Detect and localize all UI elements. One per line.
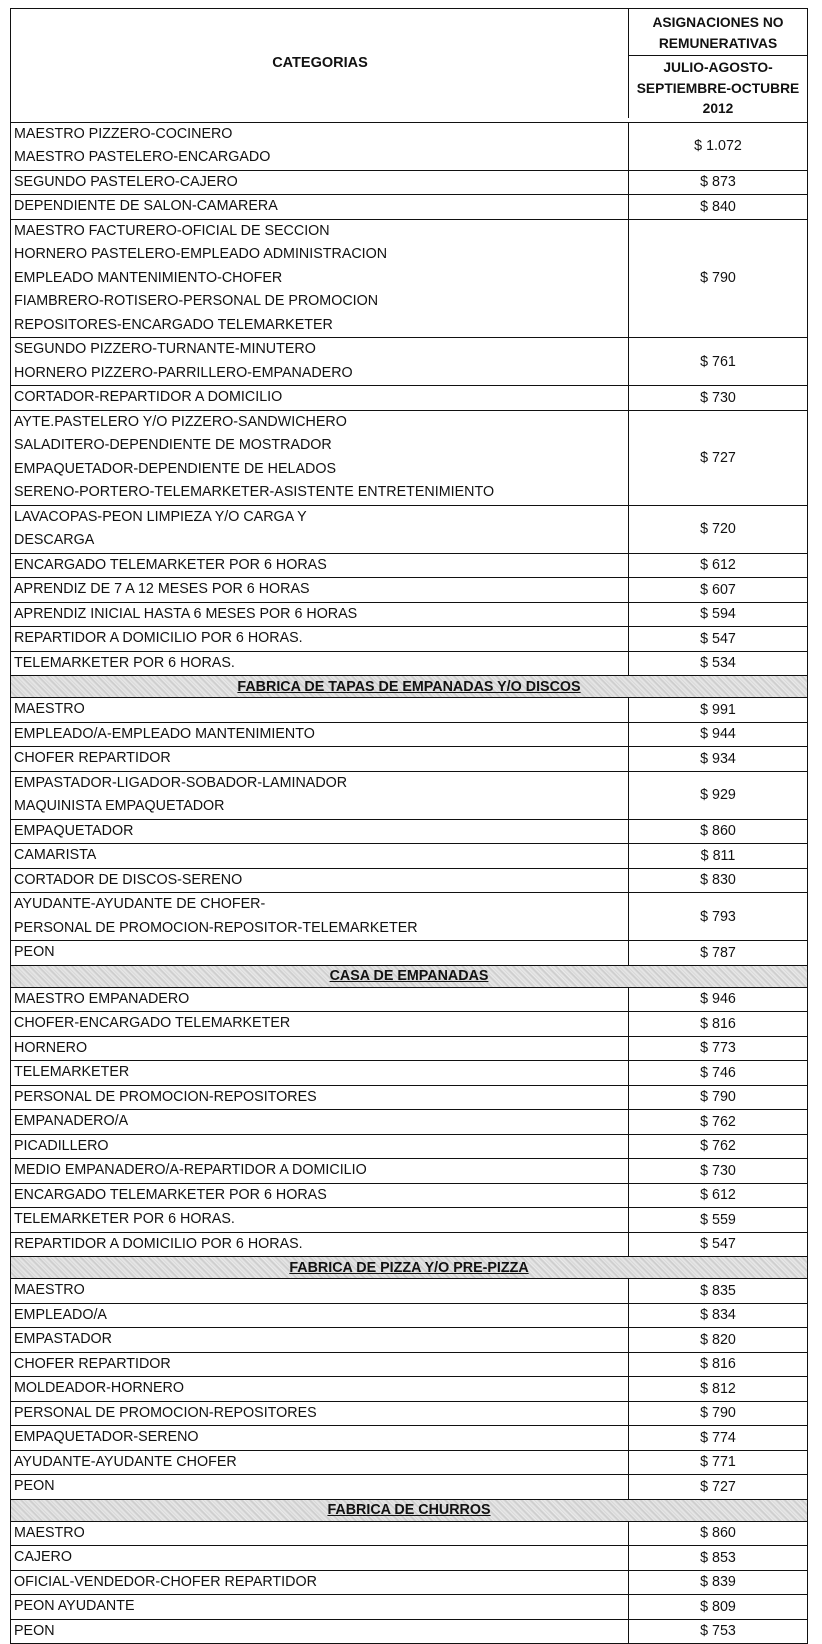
table-body [10, 123, 808, 1644]
table-row [10, 1475, 808, 1500]
category-cell [11, 698, 629, 722]
table-row [10, 1012, 808, 1037]
category-line: ENCARGADO TELEMARKETER POR 6 HORAS [14, 1184, 626, 1208]
category-line: MAQUINISTA EMPAQUETADOR [14, 795, 626, 819]
table-row [10, 1546, 808, 1571]
category-line: MAESTRO [14, 1279, 626, 1303]
category-cell [11, 1475, 629, 1499]
amount-cell: $ 730 [629, 1159, 807, 1183]
table-row [10, 220, 808, 339]
category-cell [11, 603, 629, 627]
amount-cell: $ 793 [629, 893, 807, 940]
table-row [10, 1377, 808, 1402]
category-line: AYTE.PASTELERO Y/O PIZZERO-SANDWICHERO [14, 411, 626, 435]
category-line: ENCARGADO TELEMARKETER POR 6 HORAS [14, 554, 626, 578]
category-line: PEON [14, 1620, 626, 1644]
section-title: CASA DE EMPANADAS [330, 968, 489, 984]
section-title: FABRICA DE PIZZA Y/O PRE-PIZZA [289, 1260, 528, 1276]
amount-header [629, 9, 807, 122]
category-cell [11, 893, 629, 940]
category-line: MOLDEADOR-HORNERO [14, 1377, 626, 1401]
table-row [10, 1353, 808, 1378]
amount-cell: $ 727 [629, 411, 807, 505]
category-cell [11, 1184, 629, 1208]
amount-cell: $ 929 [629, 772, 807, 819]
category-cell [11, 1402, 629, 1426]
category-line: MAESTRO PIZZERO-COCINERO [14, 123, 626, 147]
category-cell [11, 1620, 629, 1644]
amount-cell: $ 774 [629, 1426, 807, 1450]
table-row [10, 820, 808, 845]
table-row [10, 386, 808, 411]
amount-cell: $ 787 [629, 941, 807, 965]
category-line: CORTADOR DE DISCOS-SERENO [14, 869, 626, 893]
category-cell [11, 1208, 629, 1232]
amount-cell: $ 762 [629, 1135, 807, 1159]
category-cell [11, 1086, 629, 1110]
category-cell [11, 772, 629, 819]
section-header [10, 676, 808, 698]
category-line: MAESTRO [14, 698, 626, 722]
amount-cell: $ 853 [629, 1546, 807, 1570]
category-line: REPARTIDOR A DOMICILIO POR 6 HORAS. [14, 1233, 626, 1257]
category-cell [11, 1595, 629, 1619]
category-cell [11, 844, 629, 868]
table-row [10, 747, 808, 772]
category-cell [11, 1426, 629, 1450]
amount-cell: $ 834 [629, 1304, 807, 1328]
category-line: CHOFER-ENCARGADO TELEMARKETER [14, 1012, 626, 1036]
category-cell [11, 1135, 629, 1159]
table-row [10, 1426, 808, 1451]
category-cell [11, 123, 629, 170]
category-cell [11, 652, 629, 676]
category-line: MEDIO EMPANADERO/A-REPARTIDOR A DOMICILIO [14, 1159, 626, 1183]
table-row [10, 195, 808, 220]
amount-cell: $ 860 [629, 1522, 807, 1546]
category-line: HORNERO [14, 1037, 626, 1061]
category-line: REPOSITORES-ENCARGADO TELEMARKETER [14, 314, 626, 338]
category-line: AYUDANTE-AYUDANTE CHOFER [14, 1451, 626, 1475]
category-line: EMPAQUETADOR [14, 820, 626, 844]
category-line: CORTADOR-REPARTIDOR A DOMICILIO [14, 386, 626, 410]
amount-header-bottom: JULIO-AGOSTO-SEPTIEMBRE-OCTUBRE 2012 [629, 56, 807, 122]
table-row [10, 1571, 808, 1596]
table-row [10, 988, 808, 1013]
category-cell [11, 411, 629, 505]
amount-cell: $ 761 [629, 338, 807, 385]
category-line: EMPAQUETADOR-DEPENDIENTE DE HELADOS [14, 458, 626, 482]
table-row [10, 1233, 808, 1258]
amount-cell: $ 547 [629, 627, 807, 651]
table-row [10, 411, 808, 506]
table-row [10, 1328, 808, 1353]
amount-cell: $ 727 [629, 1475, 807, 1499]
category-line: PERSONAL DE PROMOCION-REPOSITORES [14, 1402, 626, 1426]
category-cell [11, 1012, 629, 1036]
table-row [10, 1086, 808, 1111]
amount-cell: $ 820 [629, 1328, 807, 1352]
table-row [10, 652, 808, 677]
category-line: EMPLEADO MANTENIMIENTO-CHOFER [14, 267, 626, 291]
table-row [10, 123, 808, 171]
amount-cell: $ 835 [629, 1279, 807, 1303]
table-row [10, 1037, 808, 1062]
category-line: CHOFER REPARTIDOR [14, 1353, 626, 1377]
amount-cell: $ 811 [629, 844, 807, 868]
category-cell [11, 820, 629, 844]
category-line: DESCARGA [14, 529, 626, 553]
category-cell [11, 171, 629, 195]
table-row [10, 1522, 808, 1547]
category-line: EMPASTADOR [14, 1328, 626, 1352]
amount-cell: $ 559 [629, 1208, 807, 1232]
category-cell [11, 1377, 629, 1401]
amount-cell: $ 816 [629, 1353, 807, 1377]
category-line: LAVACOPAS-PEON LIMPIEZA Y/O CARGA Y [14, 506, 626, 530]
table-row [10, 171, 808, 196]
category-line: OFICIAL-VENDEDOR-CHOFER REPARTIDOR [14, 1571, 626, 1595]
table-row [10, 578, 808, 603]
category-cell [11, 747, 629, 771]
category-cell [11, 723, 629, 747]
section-header [10, 1500, 808, 1522]
amount-cell: $ 612 [629, 1184, 807, 1208]
categories-label: CATEGORIAS [272, 52, 368, 76]
amount-cell: $ 534 [629, 652, 807, 676]
category-line: REPARTIDOR A DOMICILIO POR 6 HORAS. [14, 627, 626, 651]
category-line: FIAMBRERO-ROTISERO-PERSONAL DE PROMOCION [14, 290, 626, 314]
category-line: PERSONAL DE PROMOCION-REPOSITOR-TELEMARKETER [14, 917, 626, 941]
category-line: APRENDIZ DE 7 A 12 MESES POR 6 HORAS [14, 578, 626, 602]
amount-cell: $ 873 [629, 171, 807, 195]
category-cell [11, 1279, 629, 1303]
category-cell [11, 578, 629, 602]
amount-cell: $ 790 [629, 220, 807, 338]
table-row [10, 893, 808, 941]
category-cell [11, 338, 629, 385]
table-row [10, 1451, 808, 1476]
category-line: DEPENDIENTE DE SALON-CAMARERA [14, 195, 626, 219]
amount-cell: $ 730 [629, 386, 807, 410]
category-line: EMPANADERO/A [14, 1110, 626, 1134]
category-line: AYUDANTE-AYUDANTE DE CHOFER- [14, 893, 626, 917]
table-row [10, 1208, 808, 1233]
category-line: MAESTRO FACTURERO-OFICIAL DE SECCION [14, 220, 626, 244]
category-cell [11, 1353, 629, 1377]
amount-cell: $ 946 [629, 988, 807, 1012]
category-line: EMPLEADO/A [14, 1304, 626, 1328]
table-row [10, 941, 808, 966]
amount-cell: $ 753 [629, 1620, 807, 1644]
category-line: TELEMARKETER POR 6 HORAS. [14, 652, 626, 676]
category-cell [11, 554, 629, 578]
category-line: EMPLEADO/A-EMPLEADO MANTENIMIENTO [14, 723, 626, 747]
table-row [10, 1402, 808, 1427]
category-cell [11, 869, 629, 893]
category-cell [11, 1546, 629, 1570]
table-row [10, 603, 808, 628]
table-row [10, 1595, 808, 1620]
category-cell [11, 1304, 629, 1328]
category-line: CAMARISTA [14, 844, 626, 868]
category-line: APRENDIZ INICIAL HASTA 6 MESES POR 6 HORAS [14, 603, 626, 627]
amount-cell: $ 860 [629, 820, 807, 844]
amount-cell: $ 746 [629, 1061, 807, 1085]
category-line: TELEMARKETER [14, 1061, 626, 1085]
amount-cell: $ 816 [629, 1012, 807, 1036]
salary-table [10, 8, 808, 1644]
amount-cell: $ 809 [629, 1595, 807, 1619]
category-cell [11, 1328, 629, 1352]
table-row [10, 1061, 808, 1086]
amount-cell: $ 720 [629, 506, 807, 553]
category-line: MAESTRO PASTELERO-ENCARGADO [14, 146, 626, 170]
table-row [10, 869, 808, 894]
category-line: SALADITERO-DEPENDIENTE DE MOSTRADOR [14, 434, 626, 458]
category-cell [11, 1233, 629, 1257]
category-cell [11, 220, 629, 338]
category-cell [11, 1159, 629, 1183]
category-line: CAJERO [14, 1546, 626, 1570]
category-cell [11, 627, 629, 651]
table-row [10, 1159, 808, 1184]
amount-cell: $ 612 [629, 554, 807, 578]
amount-header-top: ASIGNACIONES NO REMUNERATIVAS [629, 9, 807, 56]
category-cell [11, 1451, 629, 1475]
category-line: MAESTRO EMPANADERO [14, 988, 626, 1012]
table-row [10, 1110, 808, 1135]
category-cell [11, 386, 629, 410]
category-line: HORNERO PIZZERO-PARRILLERO-EMPANADERO [14, 362, 626, 386]
amount-cell: $ 1.072 [629, 123, 807, 170]
table-row [10, 506, 808, 554]
table-row [10, 1135, 808, 1160]
section-header [10, 966, 808, 988]
category-line: SEGUNDO PASTELERO-CAJERO [14, 171, 626, 195]
category-cell [11, 1571, 629, 1595]
categories-header [11, 9, 629, 118]
amount-cell: $ 607 [629, 578, 807, 602]
category-line: PEON [14, 941, 626, 965]
category-line: TELEMARKETER POR 6 HORAS. [14, 1208, 626, 1232]
category-cell [11, 1110, 629, 1134]
amount-cell: $ 762 [629, 1110, 807, 1134]
category-cell [11, 1061, 629, 1085]
category-line: SERENO-PORTERO-TELEMARKETER-ASISTENTE ENTRETENIMIENTO [14, 481, 626, 505]
table-row [10, 698, 808, 723]
amount-cell: $ 991 [629, 698, 807, 722]
amount-cell: $ 944 [629, 723, 807, 747]
table-row [10, 723, 808, 748]
amount-cell: $ 790 [629, 1402, 807, 1426]
table-row [10, 1304, 808, 1329]
amount-cell: $ 790 [629, 1086, 807, 1110]
category-cell [11, 506, 629, 553]
amount-cell: $ 812 [629, 1377, 807, 1401]
category-line: HORNERO PASTELERO-EMPLEADO ADMINISTRACION [14, 243, 626, 267]
amount-cell: $ 934 [629, 747, 807, 771]
table-row [10, 338, 808, 386]
amount-cell: $ 594 [629, 603, 807, 627]
table-row [10, 627, 808, 652]
table-row [10, 844, 808, 869]
category-line: PICADILLERO [14, 1135, 626, 1159]
table-row [10, 1184, 808, 1209]
amount-cell: $ 773 [629, 1037, 807, 1061]
category-line: PERSONAL DE PROMOCION-REPOSITORES [14, 1086, 626, 1110]
amount-cell: $ 839 [629, 1571, 807, 1595]
table-row [10, 772, 808, 820]
table-header [10, 8, 808, 123]
category-line: PEON [14, 1475, 626, 1499]
section-title: FABRICA DE TAPAS DE EMPANADAS Y/O DISCOS [237, 679, 580, 695]
category-line: EMPAQUETADOR-SERENO [14, 1426, 626, 1450]
section-title: FABRICA DE CHURROS [327, 1502, 490, 1518]
amount-cell: $ 840 [629, 195, 807, 219]
category-line: PEON AYUDANTE [14, 1595, 626, 1619]
category-cell [11, 988, 629, 1012]
category-cell [11, 1037, 629, 1061]
category-cell [11, 1522, 629, 1546]
category-line: MAESTRO [14, 1522, 626, 1546]
category-line: CHOFER REPARTIDOR [14, 747, 626, 771]
category-cell [11, 941, 629, 965]
amount-cell: $ 830 [629, 869, 807, 893]
category-line: EMPASTADOR-LIGADOR-SOBADOR-LAMINADOR [14, 772, 626, 796]
table-row [10, 1620, 808, 1644]
section-header [10, 1257, 808, 1279]
table-row [10, 554, 808, 579]
table-row [10, 1279, 808, 1304]
amount-cell: $ 547 [629, 1233, 807, 1257]
category-cell [11, 195, 629, 219]
amount-cell: $ 771 [629, 1451, 807, 1475]
category-line: SEGUNDO PIZZERO-TURNANTE-MINUTERO [14, 338, 626, 362]
